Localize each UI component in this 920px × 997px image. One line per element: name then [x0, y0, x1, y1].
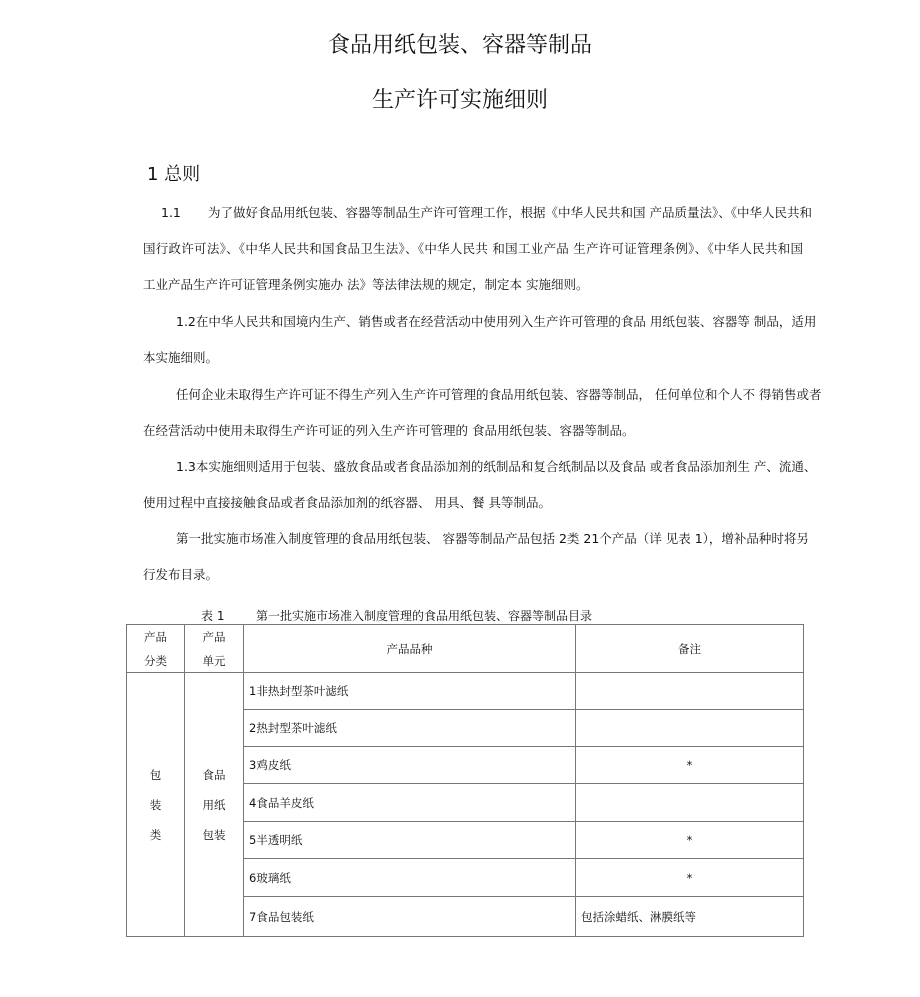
paragraph-line: 任何企业未取得生产许可证不得生产列入生产许可管理的食品用纸包装、容器等制品， 任何单位和个人不 得销售或者: [176, 387, 822, 402]
note-cell: *: [576, 859, 804, 897]
paragraph-line: 工业产品生产许可证管理条例实施办 法》等法律法规的规定，制定本 实施细则。: [143, 277, 589, 292]
variety-cell: 6玻璃纸: [244, 859, 576, 897]
variety-cell: 2热封型茶叶滤纸: [244, 710, 576, 747]
paragraph-line: 第一批实施市场准入制度管理的食品用纸包装、 容器等制品产品包括 2类 21个产品（详 见表 1），增补品种时将另: [176, 531, 809, 546]
variety-cell: 7食品包装纸: [244, 897, 576, 937]
header-text: 产品: [202, 629, 226, 644]
header-text: 产品: [144, 629, 167, 644]
note-cell: [576, 710, 804, 747]
header-category: [127, 625, 185, 673]
note-cell: *: [576, 747, 804, 784]
category-cell: [127, 673, 185, 937]
unit-text: 包装: [202, 827, 226, 842]
paragraph-line: 1.3本实施细则适用于包装、盛放食品或者食品添加剂的纸制品和复合纸制品以及食品 或者食品添加剂生 产、流通、: [176, 459, 817, 474]
paragraph-line: 为了做好食品用纸包装、容器等制品生产许可管理工作，根据《中华人民共和国 产品质量法》、《中华人民共和: [208, 205, 812, 220]
paragraph-line: 国行政许可法》、《中华人民共和国食品卫生法》、《中华人民共 和国工业产品 生产许可证管理条例》、《中华人民共和国: [143, 241, 803, 256]
variety-cell: 4食品羊皮纸: [244, 784, 576, 822]
table-caption: 第一批实施市场准入制度管理的食品用纸包装、容器等制品目录: [256, 609, 593, 623]
header-text: 分类: [144, 653, 167, 668]
note-cell: *: [576, 822, 804, 859]
section-heading: 1 总则: [147, 164, 201, 185]
title-line-1: 食品用纸包装、容器等制品: [327, 33, 592, 58]
title-line-2: 生产许可实施细则: [371, 88, 548, 113]
note-cell: [576, 673, 804, 710]
note-cell: 包括涂蜡纸、淋膜纸等: [576, 897, 804, 937]
unit-cell: [185, 673, 244, 937]
product-table: [126, 624, 804, 937]
unit-text: 食品: [202, 767, 226, 782]
paragraph-line: 在经营活动中使用未取得生产许可证的列入生产许可管理的 食品用纸包装、容器等制品。: [143, 423, 635, 438]
paragraph-line: 行发布目录。: [143, 567, 219, 582]
category-char: 装: [149, 797, 162, 812]
table-caption-label: 表 1: [201, 609, 225, 623]
header-note: 备注: [576, 625, 804, 673]
paragraph-line: 1.2在中华人民共和国境内生产、销售或者在经营活动中使用列入生产许可管理的食品 用纸包装、容器等 制品，适用: [176, 314, 817, 329]
paragraph-line: 本实施细则。: [143, 350, 219, 365]
paragraph-line: 使用过程中直接接触食品或者食品添加剂的纸容器、 用具、餐 具等制品。: [143, 495, 551, 510]
unit-text: 用纸: [202, 797, 226, 812]
table-row: [127, 673, 804, 710]
header-variety: 产品品种: [244, 625, 576, 673]
header-text: 单元: [202, 653, 226, 668]
variety-cell: 3鸡皮纸: [244, 747, 576, 784]
header-unit: [185, 625, 244, 673]
variety-cell: 5半透明纸: [244, 822, 576, 859]
table-header-row: [127, 625, 804, 673]
category-char: 包: [149, 767, 162, 782]
note-cell: [576, 784, 804, 822]
category-char: 类: [149, 827, 162, 842]
clause-number: 1.1: [161, 205, 181, 220]
variety-cell: 1非热封型茶叶滤纸: [244, 673, 576, 710]
